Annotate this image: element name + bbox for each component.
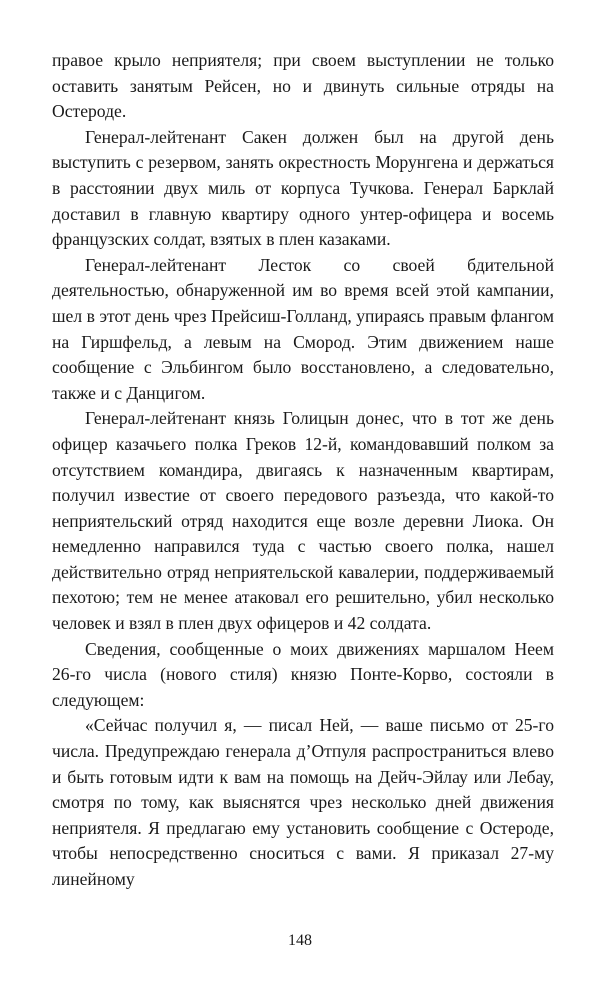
paragraph-1: правое крыло неприятеля; при своем выступлении не только оставить занятым Рейсен, но и двинуть сильные отряды на Остероде.: [52, 50, 554, 122]
page-number: 148: [288, 932, 312, 949]
paragraph-3: Генерал-лейтенант Лесток со своей бдительной деятельностью, обнаруженной им во время всей этой кампании, шел в этот день чрез Прейсиш-Голланд, упираясь правым флангом на Гиршфельд, а левым на Смород. Этим движением наше сообщение с Эльбингом было восстановлено, а следовательно, также и с Данцигом.: [52, 254, 554, 403]
paragraph-2: Генерал-лейтенант Сакен должен был на другой день выступить с резервом, занять окрестность Морунгена и держаться в расстоянии двух миль от корпуса Тучкова. Генерал Барклай доставил в главную квартиру одного унтер-офицера и восемь французских солдат, взятых в плен казаками.: [52, 126, 554, 250]
paragraph-5: Сведения, сообщенные о моих движениях маршалом Неем 26-го числа (нового стиля) князю Понте-Корво, состояли в следующем:: [52, 638, 554, 710]
paragraph-4: Генерал-лейтенант князь Голицын донес, что в тот же день офицер казачьего полка Греков 12-й, командовавший полком за отсутствием командира, двигаясь к назначенным квартирам, получил известие от своего передового разъезда, что какой-то неприятельский отряд находится еще возле деревни Лиока. Он немедленно направился туда с частью своего полка, нашел действительно отряд неприятельской кавалерии, поддерживаемый пехотою; тем не менее атаковал его решительно, убил несколько человек и взял в плен двух офицеров и 42 солдата.: [52, 408, 554, 634]
paragraph-6: «Сейчас получил я, — писал Ней, — ваше письмо от 25-го числа. Предупреждаю генерала д’Отпуля распространиться влево и быть готовым идти к вам на помощь на Дейч-Эйлау или Лебау, смотря по тому, как выяснятся чрез несколько дней движения неприятеля. Я предлагаю ему установить сообщение с Остероде, чтобы непосредственно сноситься с вами. Я приказал 27-му линейному: [52, 715, 554, 889]
page-body: [52, 48, 554, 893]
